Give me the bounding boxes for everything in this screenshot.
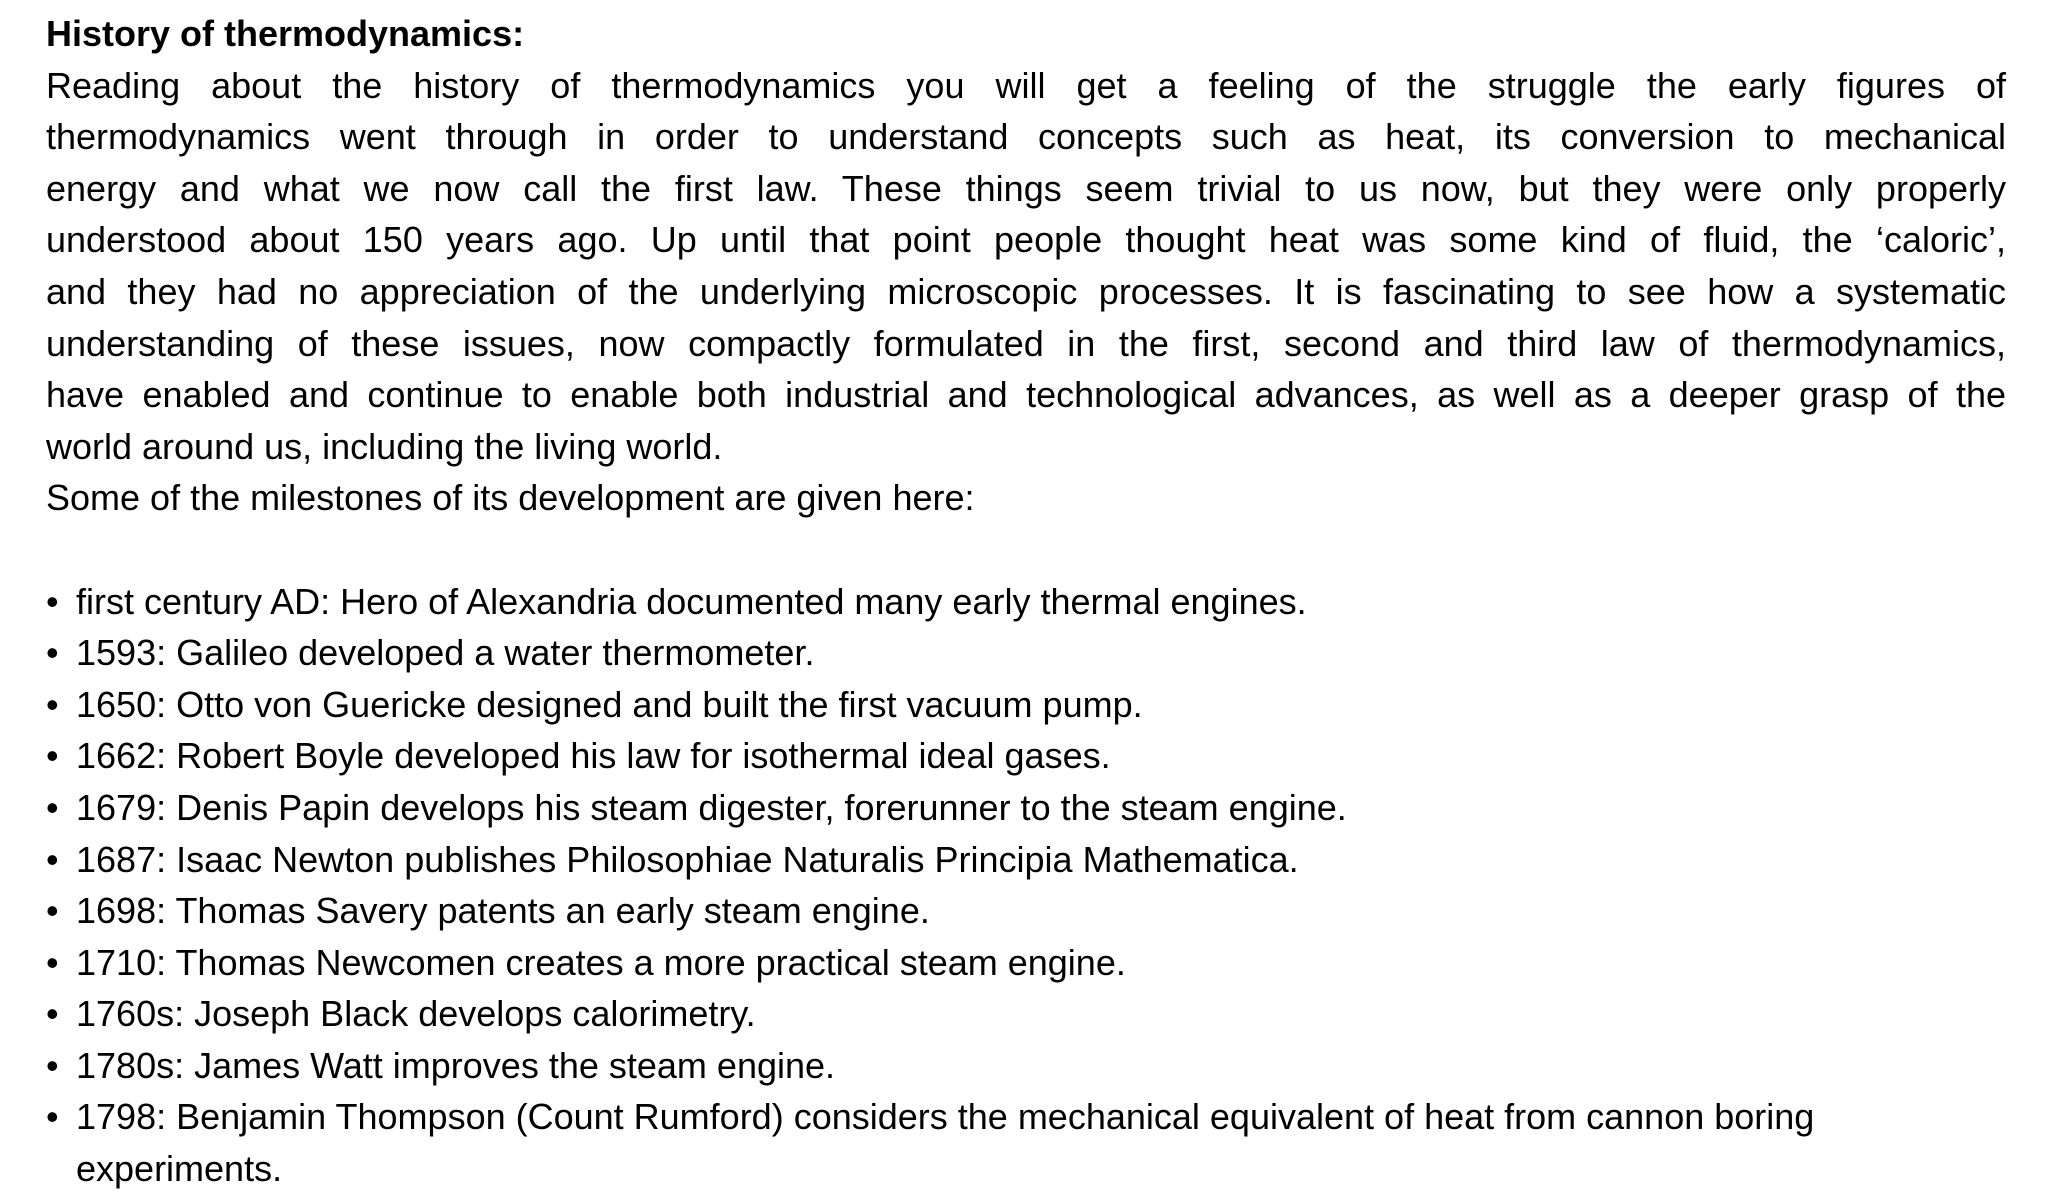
milestone-item [46, 1091, 2006, 1143]
paragraph-line: world around us, including the living world. [46, 425, 723, 467]
paragraph-line: understanding of these issues, now compactly formulated in the first, second and third law of thermodynamics, [46, 322, 2006, 364]
milestone-text: experiments. [76, 1148, 283, 1190]
bullet-icon: • [46, 838, 59, 880]
bullet-icon: • [46, 580, 59, 622]
milestone-text: 1593: Galileo developed a water thermometer. [76, 632, 815, 674]
bullet-icon: • [46, 735, 59, 777]
bullet-icon: • [46, 683, 59, 725]
bullet-icon: • [46, 941, 59, 983]
document-content [46, 8, 2006, 1195]
bullet-icon: • [46, 890, 59, 932]
milestone-item [46, 627, 2006, 679]
bullet-icon: • [46, 786, 59, 828]
milestone-text: 1662: Robert Boyle developed his law for isothermal ideal gases. [76, 735, 1111, 777]
milestone-text: 1650: Otto von Guericke designed and built the first vacuum pump. [76, 683, 1143, 725]
history-paragraph [46, 60, 2006, 473]
milestone-item [46, 988, 2006, 1040]
bullet-icon: • [46, 1044, 59, 1086]
milestone-text: 1760s: Joseph Black develops calorimetry. [76, 993, 756, 1035]
milestone-item [46, 1040, 2006, 1092]
paragraph-line: thermodynamics went through in order to understand concepts such as heat, its conversion to mechanical [46, 116, 2006, 158]
milestone-text: 1798: Benjamin Thompson (Count Rumford) considers the mechanical equivalent of heat from cannon boring [76, 1096, 1815, 1138]
milestone-text: 1698: Thomas Savery patents an early steam engine. [76, 890, 930, 932]
paragraph-line: understood about 150 years ago. Up until that point people thought heat was some kind of fluid, the ‘caloric’, [46, 219, 2006, 261]
paragraph-line: and they had no appreciation of the underlying microscopic processes. It is fascinating to see how a systematic [46, 270, 2006, 312]
milestone-item [46, 730, 2006, 782]
milestone-text: 1710: Thomas Newcomen creates a more practical steam engine. [76, 941, 1126, 983]
milestone-item-continued [46, 1143, 2006, 1195]
milestone-text: 1780s: James Watt improves the steam engine. [76, 1044, 836, 1086]
section-heading: History of thermodynamics: [46, 13, 525, 54]
milestone-text: first century AD: Hero of Alexandria documented many early thermal engines. [76, 580, 1307, 622]
milestone-item [46, 679, 2006, 731]
milestone-text: 1679: Denis Papin develops his steam digester, forerunner to the steam engine. [76, 786, 1347, 828]
milestone-item [46, 576, 2006, 628]
milestones-intro: Some of the milestones of its development are given here: [46, 477, 975, 519]
paragraph-line: Reading about the history of thermodynamics you will get a feeling of the struggle the early figures of [46, 64, 2006, 106]
paragraph-line: have enabled and continue to enable both industrial and technological advances, as well as a deeper grasp of the [46, 374, 2006, 416]
paragraph-line: energy and what we now call the first law. These things seem trivial to us now, but they were only properly [46, 167, 2006, 209]
milestone-item [46, 937, 2006, 989]
bullet-icon: • [46, 993, 59, 1035]
milestone-text: 1687: Isaac Newton publishes Philosophiae Naturalis Principia Mathematica. [76, 838, 1299, 880]
milestone-item [46, 782, 2006, 834]
bullet-icon: • [46, 632, 59, 674]
milestone-item [46, 885, 2006, 937]
bullet-icon: • [46, 1096, 59, 1138]
milestones-list [46, 576, 2006, 1195]
blank-line [46, 524, 2006, 576]
milestone-item [46, 834, 2006, 886]
